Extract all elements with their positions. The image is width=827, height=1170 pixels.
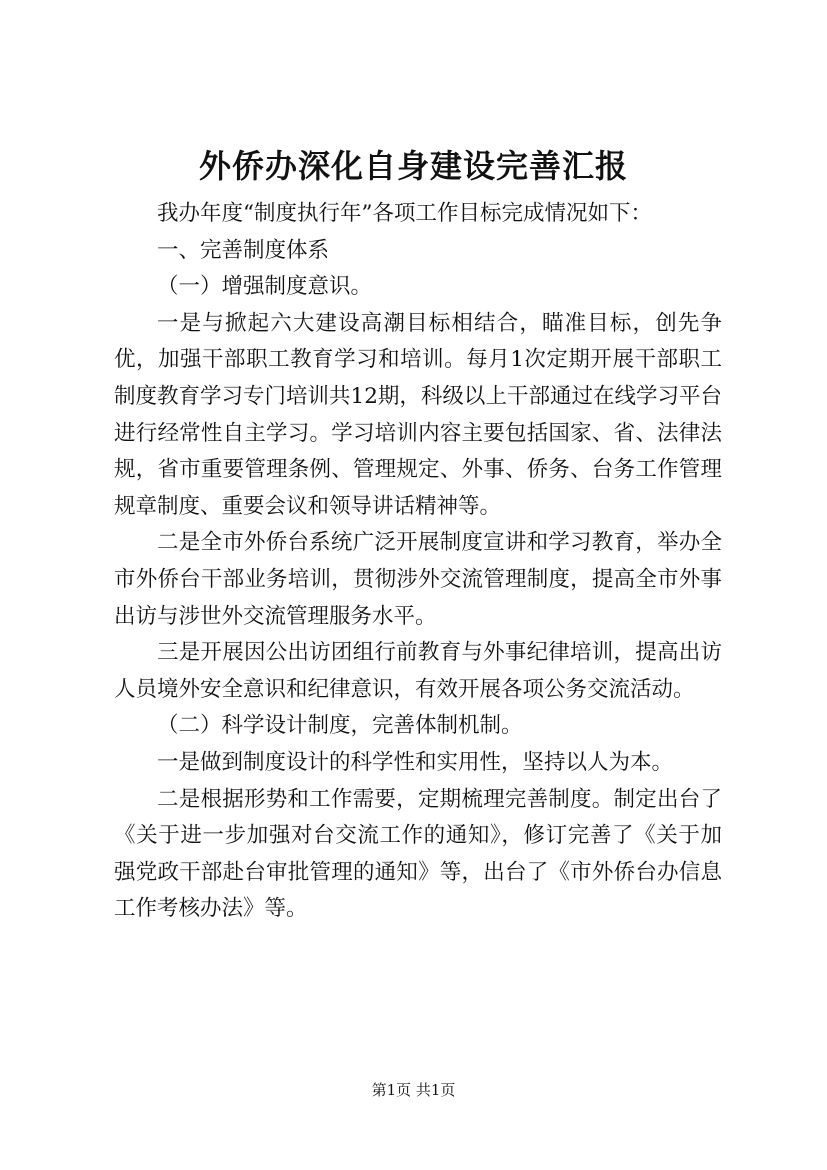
page-footer: 第1页 共1页: [371, 1081, 456, 1099]
paragraph: 一是做到制度设计的科学性和实用性，坚持以人为本。: [157, 749, 674, 775]
subsection-heading-1: （一）增强制度意识。: [157, 274, 373, 300]
paragraph: 二是全市外侨台系统广泛开展制度宣讲和学习教育，举办全市外侨台干部业务培训，贯彻涉外交流管理制度，提高全市外事出访与涉世外交流管理服务水平。: [114, 530, 722, 629]
document-title: 外侨办深化自身建设完善汇报: [198, 147, 628, 185]
paragraph: 三是开展因公出访团组行前教育与外事纪律培训，提高出访人员境外安全意识和纪律意识，有效开展各项公务交流活动。: [114, 640, 722, 702]
paragraph: 二是根据形势和工作需要，定期梳理完善制度。制定出台了《关于进一步加强对台交流工作的通知》，修订完善了《关于加强党政干部赴台审批管理的通知》等，出台了《市外侨台办信息工作考核办法》等。: [114, 786, 722, 922]
section-heading-1: 一、完善制度体系: [157, 237, 330, 263]
document-body: [114, 196, 722, 928]
paragraph-intro: 我办年度“制度执行年”各项工作目标完成情况如下：: [157, 201, 652, 226]
subsection-heading-2: （二）科学设计制度，完善体制机制。: [157, 713, 523, 739]
paragraph: 一是与掀起六大建设高潮目标相结合，瞄准目标，创先争优，加强干部职工教育学习和培训。每月1次定期开展干部职工制度教育学习专门培训共12期，科级以上干部通过在线学习平台进行经常性自主学习。学习培训内容主要包括国家、省、法律法规，省市重要管理条例、管理规定、外事、侨务、台务工作管理规章制度、重要会议和领导讲话精神等。: [114, 310, 722, 519]
